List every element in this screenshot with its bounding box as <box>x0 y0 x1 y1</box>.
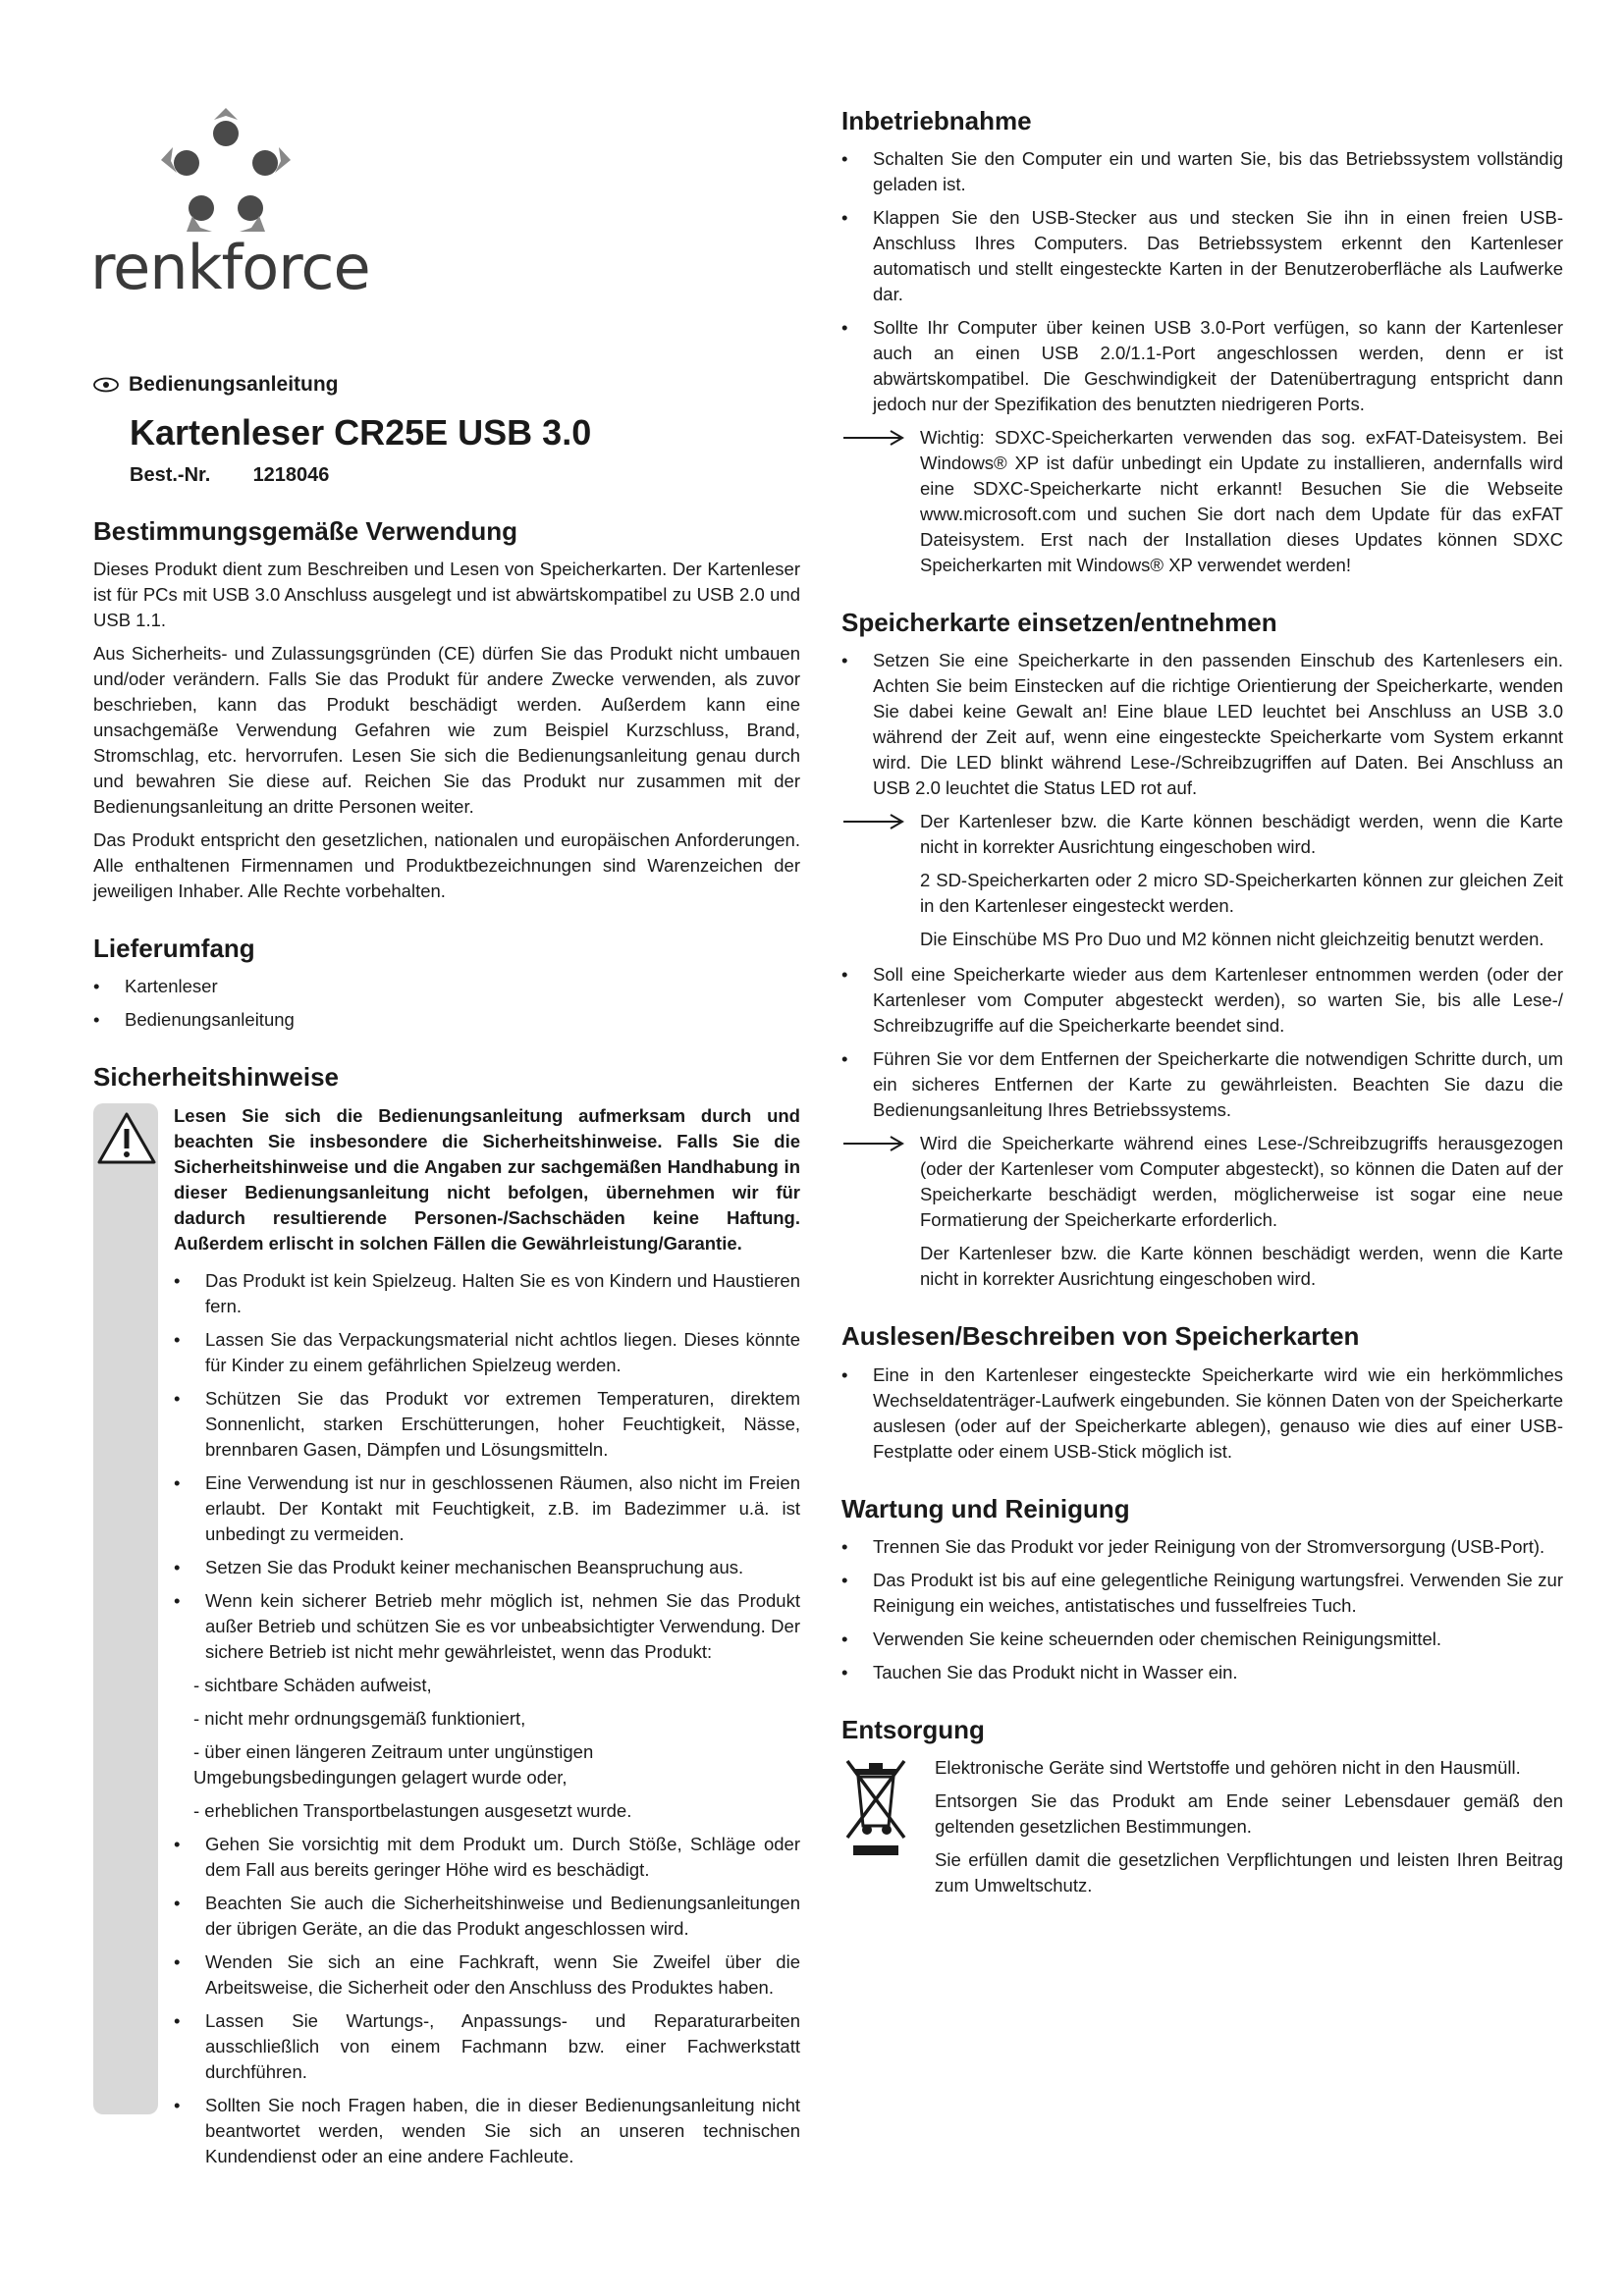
arrow-right-icon <box>841 1135 906 1152</box>
safety-content <box>174 1103 800 2169</box>
list-item: • Bedienungsanleitung <box>93 1007 800 1033</box>
left-column <box>93 373 800 2177</box>
list-item: • Verwenden Sie keine scheuernden oder chemischen Reinigungsmittel. <box>841 1627 1563 1652</box>
list-item: • Klappen Sie den USB-Stecker aus und stecken Sie ihn in einen freien USB-Anschluss Ihres Computers. Das Betriebssystem erkennt den Kartenleser automatisch und stellt eingesteckte Karten in der Benutzeroberfläche als Laufwerke dar. <box>841 205 1563 307</box>
disposal-p1: Elektronische Geräte sind Wertstoffe und gehören nicht in den Hausmüll. <box>935 1756 1521 1778</box>
crossed-bin-icon <box>841 1755 910 1857</box>
list-item: • Führen Sie vor dem Entfernen der Speicherkarte die notwendigen Schritte durch, um ein sicheres Entfernen der Karte zu gewährleisten. Beachten Sie dazu die Bedienungsanleitung Ihres Betriebssystems. <box>841 1046 1563 1123</box>
list-item: - nicht mehr ordnungsgemäß funktioniert, <box>193 1707 526 1729</box>
section-title-intended-use: Bestimmungsgemäße Verwendung <box>93 516 517 546</box>
list-item: • Wenn kein sicherer Betrieb mehr möglich ist, nehmen Sie das Produkt außer Betrieb und schützen Sie es vor unbeabsichtigter Verwendung. Der sichere Betrieb ist nicht mehr gewährleistet, wenn das Produkt: <box>174 1588 800 1665</box>
list-item: • Setzen Sie eine Speicherkarte in den passenden Einschub des Kartenlesers ein. Achten Sie beim Einstecken auf die richtige Orientierung der Speicherkarte, wenden Sie dabei keine Gewalt an! Eine blaue LED leuchtet bei Anschluss an USB 3.0 während der Zeit auf, wenn eine eingesteckte Speicherkarte vom System erkannt wird. Die LED blinkt während Lese-/Schreibzugriffen auf Daten. Bei Anschluss an USB 2.0 leuchtet die Status LED rot auf. <box>841 648 1563 801</box>
disposal-block <box>841 1755 1563 1898</box>
list-item: • Schalten Sie den Computer ein und warten Sie, bis das Betriebssystem vollständig geladen ist. <box>841 146 1563 197</box>
section-title-safety: Sicherheitshinweise <box>93 1062 339 1093</box>
note-exfat <box>841 425 1563 578</box>
list-item: • Soll eine Speicherkarte wieder aus dem Kartenleser entnommen werden (oder der Kartenleser vom Computer abgesteckt werden), so warten Sie, bis alle Lese-/ Schreibzugriffe auf die Speicherkarte beendet sind. <box>841 962 1563 1039</box>
safety-sublist <box>174 1673 800 1824</box>
note-text: Die Einschübe MS Pro Duo und M2 können nicht gleichzeitig benutzt werden. <box>920 929 1544 950</box>
section-title-disposal: Entsorgung <box>841 1714 985 1744</box>
warning-triangle-icon <box>96 1111 157 1166</box>
intended-use-p1: Dieses Produkt dient zum Beschreiben und Lesen von Speicherkarten. Der Kartenleser ist für PCs mit USB 3.0 Anschluss ausgelegt und ist abwärtskompatibel zu USB 2.0 und USB 1.1. <box>93 559 800 631</box>
section-title-scope-of-delivery: Lieferumfang <box>93 934 255 964</box>
section-title-setup: Inbetriebnahme <box>841 106 1032 135</box>
note-text: Der Kartenleser bzw. die Karte können beschädigt werden, wenn die Karte nicht in korrekter Ausrichtung eingeschoben wird. <box>920 1243 1563 1290</box>
brand-name: renkforce <box>90 232 370 303</box>
read-write-list <box>841 1362 1563 1465</box>
list-item: • Eine in den Kartenleser eingesteckte Speicherkarte wird wie ein herkömmliches Wechseldatenträger-Laufwerk eingebunden. Sie können Daten von der Speicherkarte auslesen (oder auf der Speicherkarte ablegen), genauso wie dies auf einer USB-Festplatte oder einem USB-Stick möglich ist. <box>841 1362 1563 1465</box>
list-item: - sichtbare Schäden aufweist, <box>193 1674 432 1695</box>
note-insert <box>841 809 1563 952</box>
order-number-label: Best.-Nr. <box>130 464 211 486</box>
list-item: • Lassen Sie Wartungs-, Anpassungs- und Reparaturarbeiten ausschließlich von einem Fachmann bzw. einer Fachwerkstatt durchführen. <box>174 2008 800 2085</box>
list-item: • Schützen Sie das Produkt vor extremen Temperaturen, direktem Sonnenlicht, starken Erschütterungen, hoher Feuchtigkeit, Nässe, brennbaren Gasen, Dämpfen und Lösungsmitteln. <box>174 1386 800 1463</box>
scope-list <box>93 974 800 1033</box>
arrow-right-icon <box>841 429 906 447</box>
list-item: • Kartenleser <box>93 974 800 999</box>
disposal-p2: Entsorgen Sie das Produkt am Ende seiner Lebensdauer gemäß den geltenden gesetzlichen Bestimmungen. <box>935 1789 1563 1837</box>
section-title-maintenance: Wartung und Reinigung <box>841 1493 1130 1523</box>
list-item: • Setzen Sie das Produkt keiner mechanischen Beanspruchung aus. <box>174 1555 800 1580</box>
doc-type-label: Bedienungsanleitung <box>129 373 339 396</box>
setup-list <box>841 146 1563 417</box>
list-item: • Sollten Sie noch Fragen haben, die in dieser Bedienungsanleitung nicht beantwortet werden, wenden Sie sich an unseren technischen Kundendienst oder an eine andere Fachleute. <box>174 2093 800 2169</box>
disposal-p3: Sie erfüllen damit die gesetzlichen Verpflichtungen und leisten Ihren Beitrag zum Umweltschutz. <box>935 1848 1563 1896</box>
section-title-read-write: Auslesen/Beschreiben von Speicherkarten <box>841 1321 1360 1352</box>
safety-block <box>93 1103 800 2169</box>
section-title-insert-card: Speicherkarte einsetzen/entnehmen <box>841 608 1277 638</box>
doc-type <box>93 373 800 397</box>
safety-list-b <box>174 1832 800 2169</box>
order-number-value: 1218046 <box>252 464 330 486</box>
right-column <box>841 106 1563 1906</box>
list-item: • Sollte Ihr Computer über keinen USB 3.0-Port verfügen, so kann der Kartenleser auch an einen USB 2.0/1.1-Port angeschlossen werden, denn er ist abwärtskompatibel. Die Geschwindigkeit der Datenübertragung entspricht dann jedoch nur der Spezifikation des benutzten niedrigeren Ports. <box>841 315 1563 417</box>
safety-sidebar <box>93 1103 158 2114</box>
brand-logo <box>90 106 370 303</box>
list-item: - erheblichen Transportbelastungen ausgesetzt wurde. <box>193 1799 632 1821</box>
note-text: Wichtig: SDXC-Speicherkarten verwenden das sog. exFAT-Dateisystem. Bei Windows® XP ist dafür unbedingt ein Update zu installieren, andernfalls wird eine SDXC-Speicherkarte nicht erkannt! Besuchen Sie die Webseite www.microsoft.com und suchen Sie dort nach dem Update für das exFAT Dateisystem. Erst nach der Installation dieses Updates können SDXC Speicherkarten mit Windows® XP verwendet werden! <box>920 427 1563 576</box>
maintenance-list <box>841 1534 1563 1685</box>
eye-icon <box>93 377 119 393</box>
note-text: 2 SD-Speicherkarten oder 2 micro SD-Speicherkarten können zur gleichen Zeit in den Kartenleser eingesteckt werden. <box>920 870 1563 917</box>
order-number <box>130 464 800 487</box>
note-remove <box>841 1131 1563 1292</box>
arrow-right-icon <box>841 813 906 830</box>
remove-list <box>841 962 1563 1123</box>
list-item: • Trennen Sie das Produkt vor jeder Reinigung von der Stromversorgung (USB-Port). <box>841 1534 1563 1560</box>
list-item: • Das Produkt ist bis auf eine gelegentliche Reinigung wartungsfrei. Verwenden Sie zur Reinigung ein weiches, antistatisches und fusselfreies Tuch. <box>841 1568 1563 1619</box>
insert-list <box>841 648 1563 801</box>
list-item: • Wenden Sie sich an eine Fachkraft, wenn Sie Zweifel über die Arbeitsweise, die Sicherheit oder den Anschluss des Produktes haben. <box>174 1949 800 2001</box>
intended-use-p3: Das Produkt entspricht den gesetzlichen, nationalen und europäischen Anforderungen. Alle enthaltenen Firmennamen und Produktbezeichnungen sind Warenzeichen der jeweiligen Inhaber. Alle Rechte vorbehalten. <box>93 829 800 902</box>
list-item: • Lassen Sie das Verpackungsmaterial nicht achtlos liegen. Dieses könnte für Kinder zu einem gefährlichen Spielzeug werden. <box>174 1327 800 1378</box>
list-item: • Das Produkt ist kein Spielzeug. Halten Sie es von Kindern und Haustieren fern. <box>174 1268 800 1319</box>
list-item: • Eine Verwendung ist nur in geschlossenen Räumen, also nicht im Freien erlaubt. Der Kontakt mit Feuchtigkeit, z.B. im Badezimmer u.ä. ist unbedingt zu vermeiden. <box>174 1470 800 1547</box>
list-item: • Tauchen Sie das Produkt nicht in Wasser ein. <box>841 1660 1563 1685</box>
safety-list-a <box>174 1268 800 1665</box>
product-title: Kartenleser CR25E USB 3.0 <box>130 412 592 453</box>
list-item: - über einen längeren Zeitraum unter ungünstigen Umgebungsbedingungen gelagert wurde oder, <box>193 1740 594 1788</box>
note-text: Wird die Speicherkarte während eines Lese-/Schreibzugriffs herausgezogen (oder der Kartenleser vom Computer abgesteckt), so können die Daten auf der Speicherkarte beschädigt werden, möglicherweise ist sogar eine neue Formatierung der Speicherkarte erforderlich. <box>920 1133 1563 1231</box>
list-item: • Gehen Sie vorsichtig mit dem Produkt um. Durch Stöße, Schläge oder dem Fall aus bereits geringer Höhe wird es beschädigt. <box>174 1832 800 1883</box>
list-item: • Beachten Sie auch die Sicherheitshinweise und Bedienungsanleitungen der übrigen Geräte, an die das Produkt angeschlossen wird. <box>174 1891 800 1942</box>
note-text: Der Kartenleser bzw. die Karte können beschädigt werden, wenn die Karte nicht in korrekter Ausrichtung eingeschoben wird. <box>920 811 1563 858</box>
safety-intro: Lesen Sie sich die Bedienungsanleitung aufmerksam durch und beachten Sie insbesondere die Sicherheitshinweise. Falls Sie die Sicherheitshinweise und die Angaben zur sachgemäßen Handhabung in dieser Bedienungsanleitung nicht befolgen, übernehmen wir für dadurch resultierende Personen-/Sachschäden keine Haftung. Außerdem erlischt in solchen Fällen die Gewährleistung/Garantie. <box>174 1104 800 1254</box>
intended-use-p2: Aus Sicherheits- und Zulassungsgründen (CE) dürfen Sie das Produkt nicht umbauen und/oder verändern. Falls Sie das Produkt für andere Zwecke verwenden, als zuvor beschrieben, kann das Produkt beschädigt werden. Außerdem kann eine unsachgemäße Verwendung Gefahren wie zum Beispiel Kurzschluss, Brand, Stromschlag, etc. hervorrufen. Lesen Sie sich die Bedienungsanleitung genau durch und bewahren Sie diese auf. Reichen Sie das Produkt nur zusammen mit der Bedienungsanleitung an dritte Personen weiter. <box>93 643 800 818</box>
renkforce-logo-icon <box>157 106 295 243</box>
